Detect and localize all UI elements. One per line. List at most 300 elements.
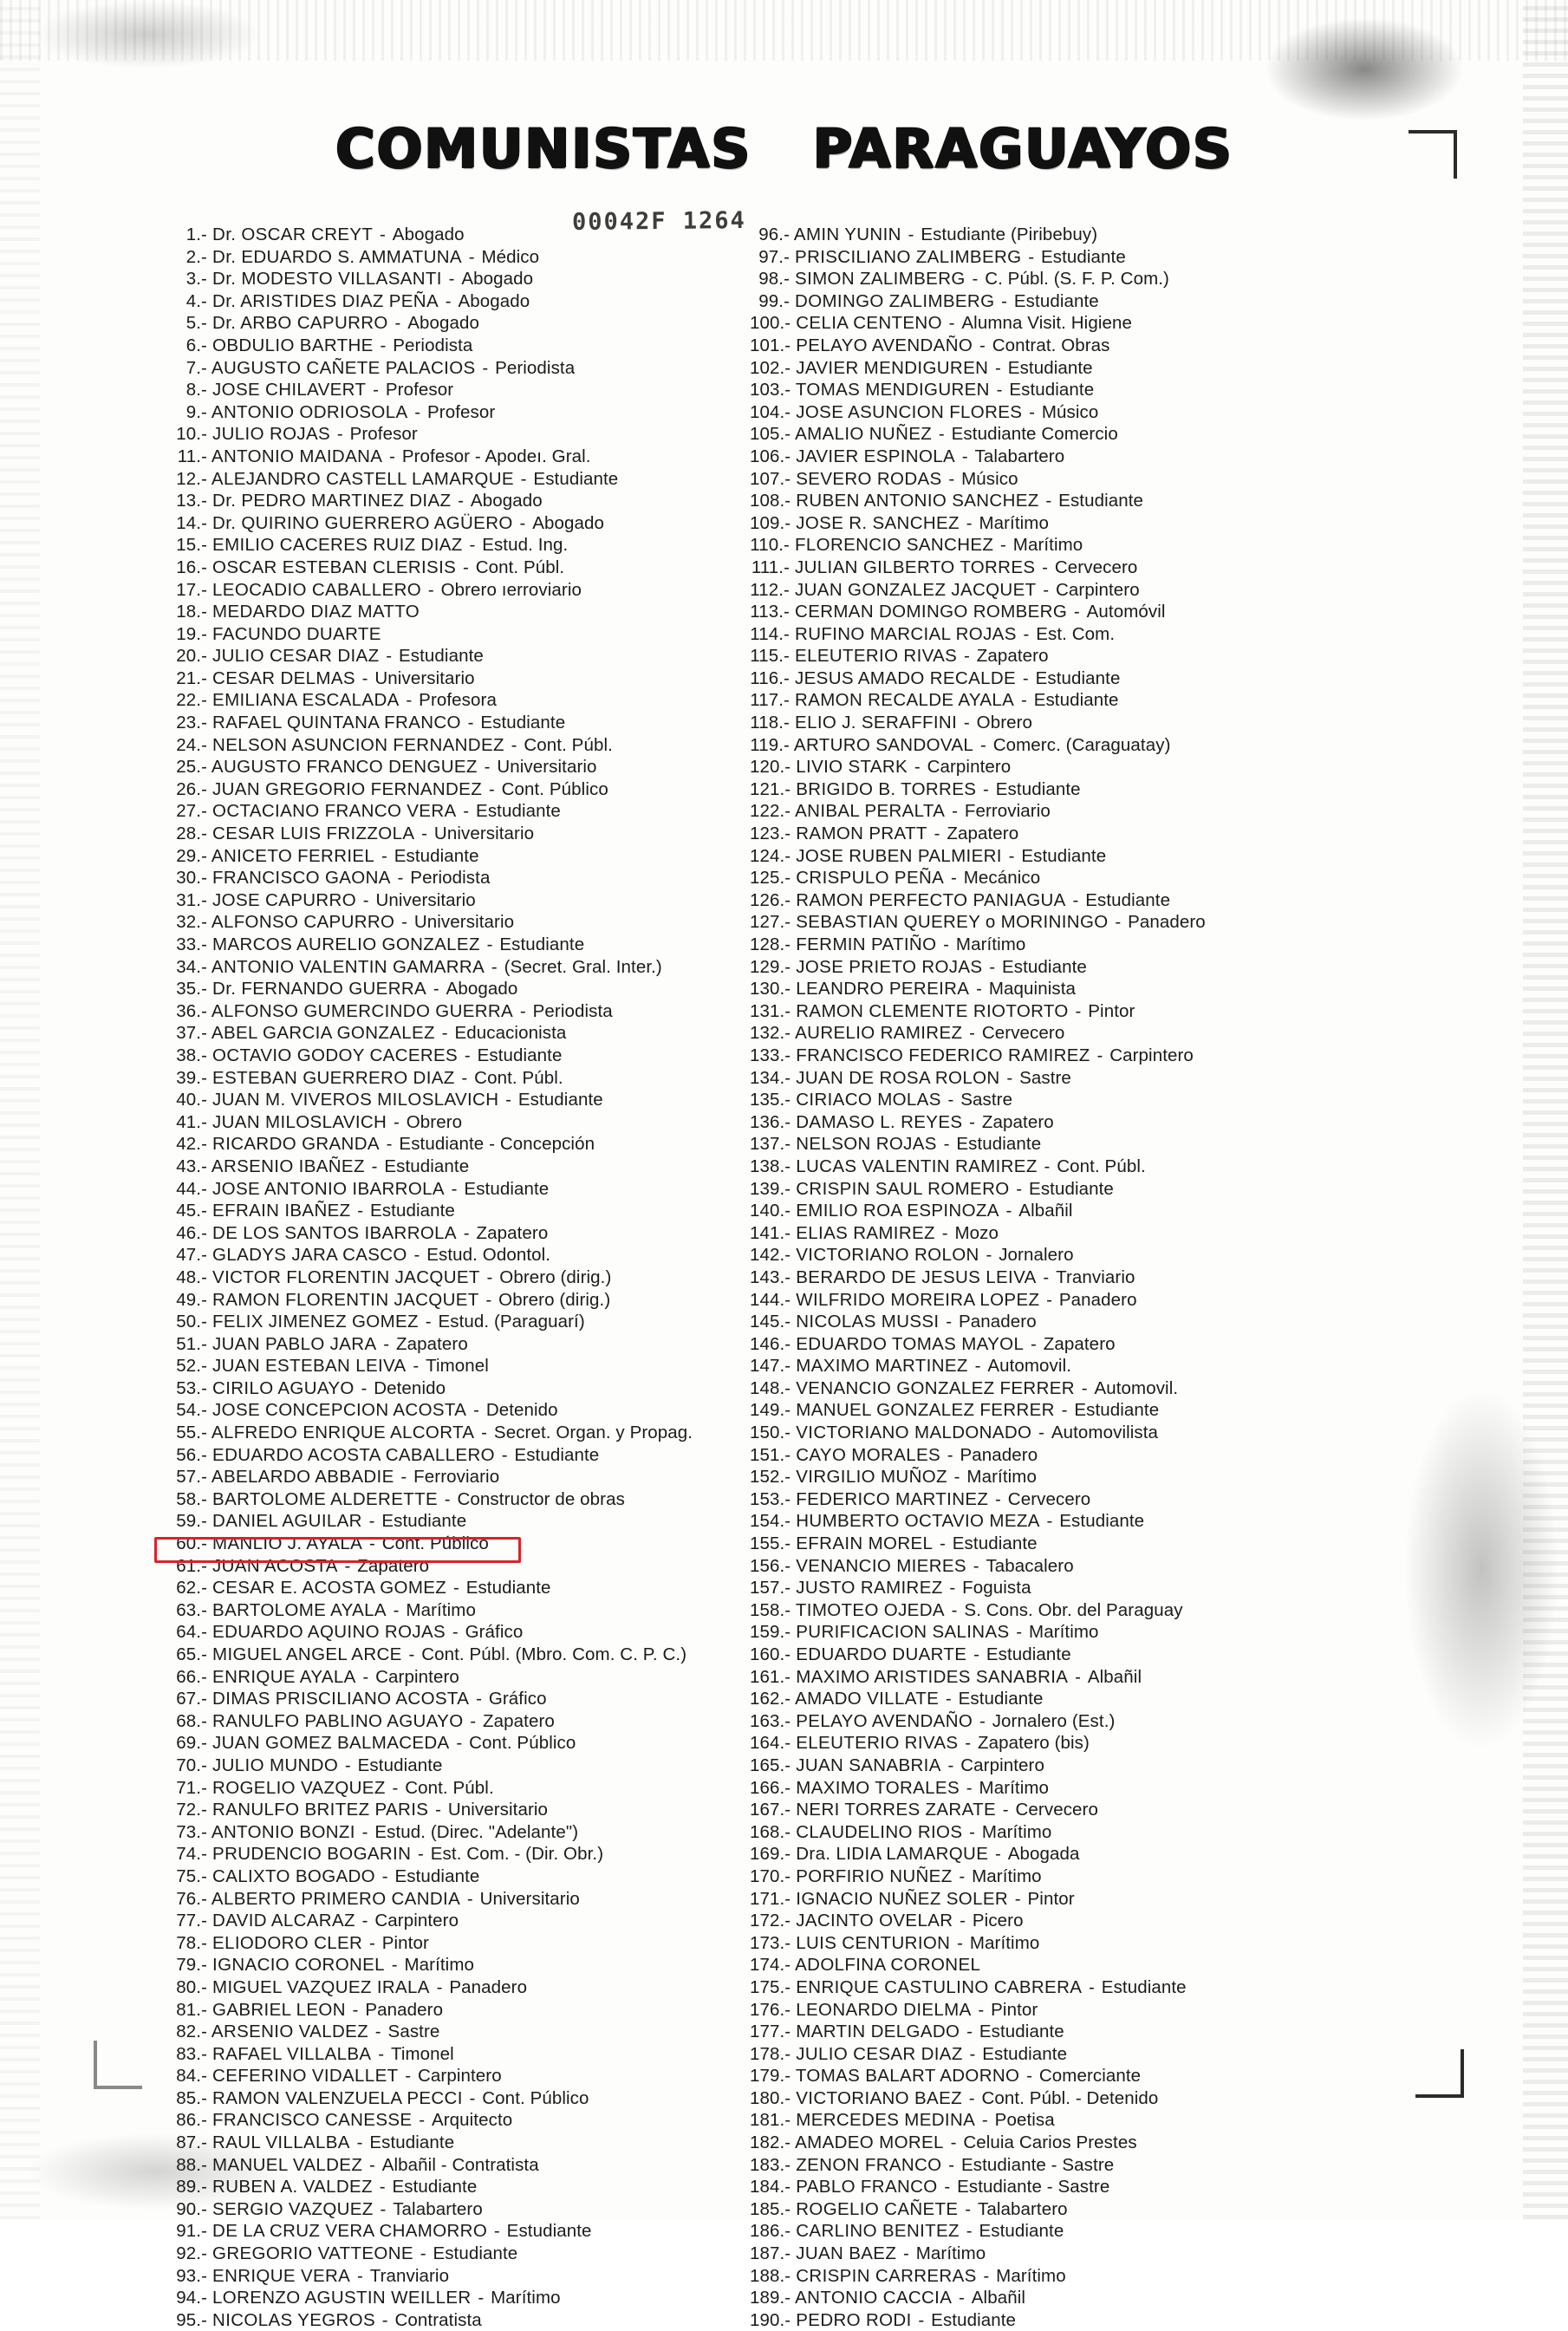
list-item <box>167 889 809 912</box>
list-item <box>750 712 1461 734</box>
entry-number: 183.- <box>750 2154 791 2175</box>
entry-separator: - <box>489 2221 505 2242</box>
entry-name: FRANCISCO FEDERICO RAMIREZ <box>791 1045 1090 1065</box>
entry-separator: - <box>436 1023 453 1044</box>
entry-occupation: Cont. Públ. <box>474 1067 563 1088</box>
entry-name: JOSE CAPURRO <box>207 889 356 910</box>
entry-number: 184.- <box>750 2177 791 2198</box>
list-item <box>750 1089 1461 1111</box>
entry-separator: - <box>940 1689 957 1709</box>
entry-occupation: Estudiante - Concepción <box>399 1134 595 1155</box>
entry-separator: - <box>980 1245 998 1266</box>
entry-name: ABEL GARCIA GONZALEZ <box>207 1023 435 1044</box>
entry-occupation: Obrero <box>406 1111 463 1132</box>
entry-separator: - <box>477 357 494 378</box>
list-item <box>750 1289 1461 1312</box>
entry-name: BARTOLOME AYALA <box>207 1599 387 1620</box>
list-item <box>167 1755 809 1777</box>
entry-occupation: Abogado <box>458 290 530 311</box>
entry-name: FEDERICO MARTINEZ <box>791 1488 989 1509</box>
entry-name: JUAN DE ROSA ROLON <box>791 1067 1000 1088</box>
entry-number: 21.- <box>176 667 207 688</box>
name-list-column-right <box>750 224 1461 2331</box>
entry-number: 14.- <box>176 512 207 533</box>
entry-number: 87.- <box>176 2132 207 2153</box>
entry-separator: - <box>381 1134 398 1155</box>
list-item <box>750 1000 1461 1023</box>
entry-separator: - <box>413 2110 430 2131</box>
entry-number: 79.- <box>176 1955 207 1976</box>
entry-occupation: Estudiante <box>1085 889 1171 910</box>
entry-occupation: Zapatero <box>357 1555 430 1576</box>
entry-separator: - <box>484 778 500 799</box>
entry-name: MAXIMO ARISTIDES SANABRIA <box>791 1666 1069 1687</box>
entry-separator: - <box>1011 1622 1028 1643</box>
list-item <box>750 934 1461 956</box>
entry-occupation: Jornalero (Est.) <box>992 1710 1116 1731</box>
entry-separator: - <box>364 1533 381 1554</box>
entry-name: CESAR DELMAS <box>207 667 355 688</box>
entry-separator: - <box>953 2288 970 2308</box>
entry-number: 166.- <box>750 1777 791 1798</box>
list-item <box>167 1533 809 1555</box>
entry-number: 188.- <box>750 2265 791 2286</box>
list-item <box>750 357 1461 380</box>
entry-name: EDUARDO TOMAS MAYOL <box>791 1333 1025 1354</box>
entry-occupation: Zapatero <box>947 824 1019 844</box>
entry-occupation: Estudiante <box>1013 290 1099 311</box>
entry-number: 141.- <box>750 1222 791 1243</box>
entry-occupation: Carpintero <box>1056 579 1140 600</box>
list-item <box>750 1422 1461 1444</box>
list-item <box>167 290 809 313</box>
entry-number: 140.- <box>750 1201 791 1221</box>
entry-number: 142.- <box>750 1245 791 1266</box>
entry-occupation: Estud. (Direc. "Adelante") <box>374 1821 579 1842</box>
entry-occupation: Estudiante <box>433 2243 518 2264</box>
list-item <box>167 2265 809 2288</box>
list-item <box>750 1755 1461 1777</box>
entry-occupation: Mecánico <box>963 868 1041 889</box>
entry-name: JOSE CONCEPCION ACOSTA <box>207 1400 467 1421</box>
entry-number: 121.- <box>750 778 791 799</box>
entry-separator: - <box>960 2198 976 2219</box>
entry-occupation: Universitario <box>479 1888 580 1909</box>
entry-separator: - <box>957 446 973 466</box>
entry-name: DE LA CRUZ VERA CHAMORRO <box>207 2221 488 2242</box>
entry-separator: - <box>356 1911 374 1931</box>
list-item <box>750 246 1461 269</box>
entry-name: PELAYO AVENDAÑO <box>791 1710 973 1731</box>
entry-separator: - <box>1076 1377 1093 1398</box>
list-item <box>167 1355 809 1377</box>
list-item <box>750 756 1461 778</box>
entry-occupation: Estudiante <box>506 2221 592 2242</box>
entry-name: ENRIQUE VERA <box>207 2265 351 2286</box>
entry-name: GLADYS JARA CASCO <box>207 1245 407 1266</box>
entry-separator: - <box>1070 1666 1086 1687</box>
entry-occupation: Estud. (Paraguarí) <box>438 1312 585 1332</box>
entry-name: RAMON VALENZUELA PECCI <box>207 2087 463 2108</box>
entry-number: 78.- <box>176 1932 207 1953</box>
entry-occupation: Cont. Públ. - Detenido <box>981 2087 1159 2108</box>
entry-separator: - <box>971 979 987 999</box>
entry-name: ENRIQUE AYALA <box>207 1666 356 1687</box>
entry-occupation: Albañil <box>1018 1201 1073 1221</box>
entry-occupation: Abogada <box>1007 1844 1080 1865</box>
entry-name: JOSE ANTONIO IBARROLA <box>207 1178 445 1199</box>
entry-number: 135.- <box>750 1090 791 1110</box>
entry-name: OCTAVIO GODOY CACERES <box>207 1045 459 1065</box>
entry-number: 8.- <box>185 380 207 400</box>
entry-name: JUAN ESTEBAN LEIVA <box>207 1356 407 1377</box>
list-item <box>750 1377 1461 1400</box>
entry-separator: - <box>378 1333 394 1354</box>
entry-name: JUAN BAEZ <box>791 2243 897 2264</box>
entry-occupation: Estudiante <box>392 2177 478 2198</box>
entry-name: EFRAIN MOREL <box>791 1533 934 1554</box>
entry-name: SERGIO VAZQUEZ <box>207 2198 374 2219</box>
entry-separator: - <box>448 1578 465 1598</box>
entry-separator: - <box>1018 623 1035 644</box>
entry-name: AMADO VILLATE <box>791 1689 940 1709</box>
entry-occupation: Estudiante <box>979 2221 1064 2242</box>
entry-name: LEOCADIO CABALLERO <box>207 579 422 600</box>
entry-number: 164.- <box>750 1733 791 1754</box>
entry-number: 187.- <box>750 2243 791 2264</box>
entry-separator: - <box>975 734 992 755</box>
list-item <box>750 2132 1461 2154</box>
entry-separator: - <box>946 868 962 889</box>
entry-separator: - <box>358 889 374 910</box>
entry-separator: - <box>960 1733 976 1754</box>
list-item <box>167 978 809 1000</box>
entry-occupation: Marítimo <box>955 934 1026 954</box>
entry-occupation: Secret. Organ. y Propag. <box>493 1423 693 1443</box>
list-item <box>750 1200 1461 1222</box>
name-list-columns <box>0 224 1568 2330</box>
entry-separator: - <box>505 734 523 755</box>
list-item <box>750 423 1461 446</box>
list-item <box>750 335 1461 357</box>
list-item <box>750 490 1461 512</box>
entry-name: BERARDO DE JESUS LEIVA <box>791 1266 1037 1287</box>
entry-occupation: Estudiante <box>1007 357 1093 378</box>
entry-occupation: Zapatero <box>476 1222 549 1243</box>
entry-number: 151.- <box>750 1444 791 1465</box>
entry-separator: - <box>1109 912 1127 933</box>
entry-number: 54.- <box>176 1400 207 1421</box>
list-item <box>750 1466 1461 1488</box>
entry-occupation: Automovilista <box>1051 1423 1159 1443</box>
entry-separator: - <box>443 269 460 290</box>
entry-separator: - <box>468 1400 485 1421</box>
entry-number: 175.- <box>750 1976 791 1997</box>
entry-occupation: Estudiante <box>394 845 479 866</box>
entry-name: VENANCIO MIERES <box>791 1555 966 1576</box>
entry-separator: - <box>407 1356 425 1377</box>
entry-name: ELIO J. SERAFFINI <box>790 713 958 733</box>
entry-occupation: Panadero <box>1058 1289 1137 1310</box>
entry-separator: - <box>1070 1000 1087 1021</box>
list-item <box>167 1799 809 1821</box>
entry-number: 64.- <box>176 1622 207 1643</box>
entry-occupation: Contratista <box>394 2309 482 2330</box>
entry-name: JUAN SANABRIA <box>791 1755 941 1775</box>
entry-number: 93.- <box>176 2265 207 2286</box>
entry-list-left <box>167 224 809 2331</box>
entry-name: GABRIEL LEON <box>207 1999 346 2020</box>
entry-occupation: Obrero (dirig.) <box>498 1289 611 1310</box>
entry-name: RAUL VILLALBA <box>207 2132 350 2153</box>
list-item <box>167 1843 809 1865</box>
entry-name: LEANDRO PEREIRA <box>791 979 970 999</box>
entry-separator: - <box>967 1555 985 1576</box>
entry-separator: - <box>1025 1333 1042 1354</box>
entry-occupation: Marítimo <box>969 1932 1040 1953</box>
entry-name: FACUNDO DUARTE <box>207 623 381 644</box>
entry-name: ARSENIO VALDEZ <box>207 2022 369 2042</box>
entry-occupation: Profesor <box>349 424 418 445</box>
entry-number: 34.- <box>176 956 207 977</box>
entry-number: 169.- <box>750 1844 791 1865</box>
entry-occupation: (Secret. Gral. Inter.) <box>504 956 662 977</box>
entry-occupation: Pintor <box>1088 1000 1135 1021</box>
entry-name: CRISPULO PEÑA <box>791 868 945 889</box>
entry-separator: - <box>1033 1423 1050 1443</box>
entry-occupation: Profesor - Apodeı. Gral. <box>401 446 591 466</box>
entry-number: 29.- <box>176 845 207 866</box>
entry-name: EDUARDO AQUINO ROJAS <box>207 1622 446 1643</box>
entry-name: VICTORIANO BAEZ <box>791 2087 962 2108</box>
entry-name: RUFINO MARCIAL ROJAS <box>790 623 1017 644</box>
entry-number: 130.- <box>750 979 791 999</box>
entry-separator: - <box>943 2154 960 2175</box>
entry-occupation: Carpintero <box>960 1755 1044 1775</box>
list-item <box>750 1710 1461 1733</box>
entry-number: 114.- <box>750 623 790 644</box>
entry-name: Dr. EDUARDO S. AMMATUNA <box>207 246 462 267</box>
entry-number: 171.- <box>750 1888 791 1909</box>
entry-number: 138.- <box>750 1156 791 1176</box>
entry-separator: - <box>1003 845 1020 866</box>
entry-separator: - <box>439 1488 456 1509</box>
entry-occupation: Automóvil <box>1086 602 1166 622</box>
entry-occupation: Albañil <box>1087 1666 1142 1687</box>
entry-name: ELEUTERIO RIVAS <box>790 646 958 667</box>
entry-separator: - <box>381 646 397 667</box>
entry-number: 106.- <box>750 446 791 466</box>
list-item <box>750 800 1461 823</box>
entry-occupation: Obrero ıerroviario <box>440 579 582 600</box>
entry-separator: - <box>496 1444 513 1465</box>
entry-separator: - <box>913 2309 930 2330</box>
entry-number: 133.- <box>750 1045 791 1065</box>
entry-number: 190.- <box>750 2309 791 2330</box>
entry-name: ANTONIO MAIDANA <box>207 446 383 466</box>
entry-name: DE LOS SANTOS IBARROLA <box>207 1222 457 1243</box>
entry-name: CAYO MORALES <box>791 1444 940 1465</box>
entry-name: AUGUSTO CAÑETE PALACIOS <box>207 357 476 378</box>
list-item <box>750 1865 1461 1888</box>
page-title: COMUNISTAS PARAGUAYOS <box>335 117 1233 180</box>
entry-occupation: Estudiante <box>394 1865 480 1886</box>
entry-number: 173.- <box>750 1932 791 1953</box>
entry-occupation: Obrero <box>976 713 1033 733</box>
entry-number: 113.- <box>750 602 790 622</box>
list-item <box>167 1178 809 1201</box>
list-item <box>750 1976 1461 1999</box>
entry-occupation: Constructor de obras <box>457 1488 625 1509</box>
entry-separator: - <box>459 1045 476 1065</box>
entry-separator: - <box>960 2221 978 2242</box>
entry-separator: - <box>942 1755 960 1775</box>
list-item <box>167 1000 809 1023</box>
entry-name: MEDARDO DIAZ MATTO <box>207 602 420 622</box>
entry-name: NELSON ROJAS <box>791 1134 937 1155</box>
entry-name: VICTORIANO MALDONADO <box>791 1423 1032 1443</box>
entry-separator: - <box>997 1800 1014 1820</box>
entry-separator: - <box>984 956 1000 977</box>
entry-separator: - <box>368 380 384 400</box>
list-item <box>750 1555 1461 1578</box>
list-item <box>750 2176 1461 2198</box>
entry-name: PABLO FRANCO <box>791 2177 938 2198</box>
entry-name: PRISCILIANO ZALIMBERG <box>790 246 1022 267</box>
list-item <box>750 2265 1461 2288</box>
entry-occupation: Zapatero <box>976 646 1049 667</box>
entry-name: JAVIER ESPINOLA <box>791 446 956 466</box>
entry-separator: - <box>403 1644 420 1664</box>
entry-number: 172.- <box>750 1911 791 1931</box>
entry-occupation: Periodista <box>410 868 491 889</box>
entry-separator: - <box>392 868 409 889</box>
entry-number: 50.- <box>176 1312 207 1332</box>
list-item <box>167 800 809 823</box>
entry-name: ELEUTERIO RIVAS <box>791 1733 959 1754</box>
entry-number: 55.- <box>176 1423 207 1443</box>
entry-name: ROGELIO CAÑETE <box>791 2198 959 2219</box>
entry-number: 58.- <box>176 1488 207 1509</box>
entry-separator: - <box>1067 889 1084 910</box>
entry-name: RAFAEL QUINTANA FRANCO <box>207 713 461 733</box>
entry-occupation: Cont. Público <box>469 1733 576 1754</box>
entry-separator: - <box>374 2198 392 2219</box>
entry-number: 108.- <box>750 491 791 511</box>
entry-name: TOMAS MENDIGUREN <box>791 380 990 400</box>
entry-number: 119.- <box>750 734 790 755</box>
entry-name: JUAN PABLO JARA <box>207 1333 377 1354</box>
entry-name: HUMBERTO OCTAVIO MEZA <box>791 1511 1040 1532</box>
entry-number: 160.- <box>750 1644 791 1664</box>
entry-separator: - <box>964 2043 981 2064</box>
entry-name: FERMIN PATIÑO <box>791 934 937 954</box>
entry-name: LORENZO AGUSTIN WEILLER <box>207 2288 472 2308</box>
entry-name: RAMON FLORENTIN JACQUET <box>207 1289 479 1310</box>
entry-name: FELIX JIMENEZ GOMEZ <box>207 1312 419 1332</box>
entry-name: ELIAS RAMIREZ <box>791 1222 935 1243</box>
entry-occupation: Universitario <box>433 824 535 844</box>
entry-number: 163.- <box>750 1710 791 1731</box>
entry-name: WILFRIDO MOREIRA LOPEZ <box>791 1289 1040 1310</box>
list-item <box>750 1311 1461 1333</box>
entry-occupation: Estudiante <box>1009 380 1095 400</box>
entry-name: Dr. QUIRINO GUERRERO AGÜERO <box>207 512 513 533</box>
list-item <box>750 867 1461 889</box>
entry-number: 6.- <box>185 335 207 355</box>
entry-name: JOSE PRIETO ROJAS <box>791 956 983 977</box>
entry-occupation: Panadero <box>960 1444 1038 1465</box>
entry-occupation: Periodista <box>532 1000 613 1021</box>
entry-name: CIRILO AGUAYO <box>207 1377 355 1398</box>
entry-separator: - <box>462 713 479 733</box>
entry-separator: - <box>389 313 407 334</box>
entry-name: ADOLFINA CORONEL <box>791 1955 981 1976</box>
entry-number: 22.- <box>176 690 207 711</box>
entry-separator: - <box>952 1932 968 1953</box>
entry-occupation: Tranviario <box>369 2265 450 2286</box>
entry-number: 67.- <box>176 1689 207 1709</box>
list-item <box>167 512 809 535</box>
entry-separator: - <box>456 1067 473 1088</box>
entry-number: 136.- <box>750 1111 791 1132</box>
list-item <box>750 1954 1461 1976</box>
entry-separator: - <box>462 1888 478 1909</box>
entry-separator: - <box>515 1000 531 1021</box>
entry-occupation: Zapatero <box>396 1333 468 1354</box>
list-item <box>750 1178 1461 1201</box>
entry-number: 26.- <box>176 778 207 799</box>
entry-occupation: Cont. Público <box>381 1533 489 1554</box>
entry-number: 103.- <box>750 380 791 400</box>
entry-name: CLAUDELINO RIOS <box>791 1821 963 1842</box>
entry-occupation: Cont. Público <box>501 778 608 799</box>
entry-separator: - <box>376 2309 394 2330</box>
entry-occupation: Estudiante <box>384 1156 470 1176</box>
entry-separator: - <box>1083 1976 1100 1997</box>
entry-separator: - <box>964 1023 980 1044</box>
entry-name: CRISPIN SAUL ROMERO <box>791 1178 1010 1199</box>
entry-number: 61.- <box>176 1555 207 1576</box>
list-item <box>167 379 809 401</box>
entry-number: 11.- <box>177 446 207 466</box>
list-item <box>750 1355 1461 1377</box>
list-item <box>750 2109 1461 2132</box>
entry-occupation: Estudiante <box>986 1644 1071 1664</box>
entry-number: 49.- <box>176 1289 207 1310</box>
entry-number: 80.- <box>176 1976 207 1997</box>
entry-occupation: Panadero <box>958 1312 1037 1332</box>
entry-number: 116.- <box>750 667 790 688</box>
entry-number: 149.- <box>750 1400 791 1421</box>
entry-separator: - <box>347 1999 364 2020</box>
entry-separator: - <box>409 401 426 422</box>
entry-name: AMADEO MOREL <box>791 2132 944 2153</box>
list-item <box>750 1577 1461 1599</box>
list-item <box>167 2243 809 2265</box>
entry-separator: - <box>1038 579 1055 600</box>
entry-name: Dr. ARISTIDES DIAZ PEÑA <box>207 290 439 311</box>
entry-separator: - <box>464 2087 481 2108</box>
list-item <box>750 2065 1461 2087</box>
entry-occupation: Contrat. Obras <box>992 335 1110 355</box>
entry-occupation: Estudiante <box>982 2043 1068 2064</box>
list-item <box>167 1444 809 1467</box>
list-item <box>167 224 809 246</box>
entry-separator: - <box>357 1666 374 1687</box>
entry-number: 3.- <box>185 269 207 290</box>
entry-separator: - <box>340 1755 356 1775</box>
